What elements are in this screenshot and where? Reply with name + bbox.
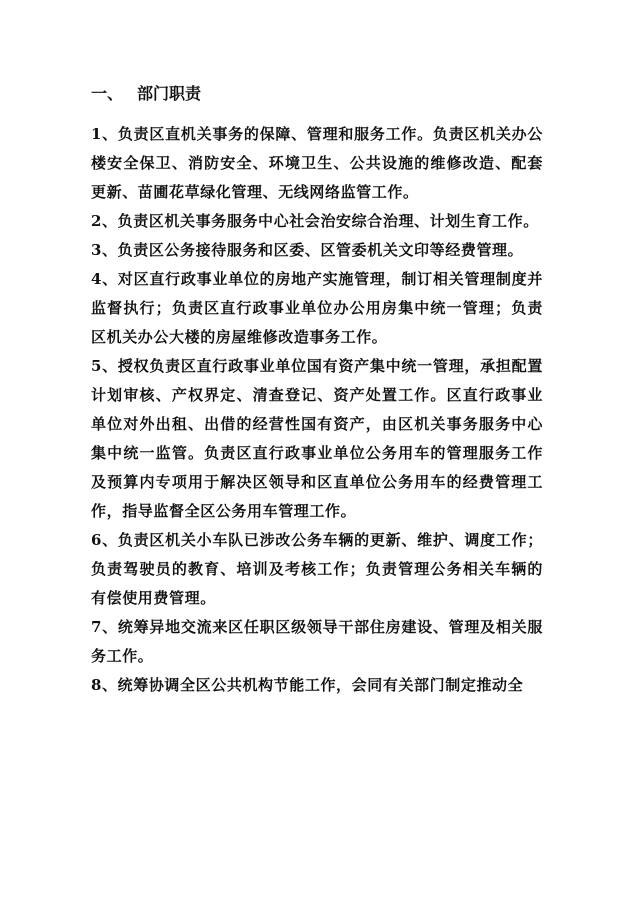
duty-paragraph-5: 5、授权负责区直行政事业单位国有资产集中统一管理，承担配置计划审核、产权界定、清查登记、资产处置工作。区直行政事业单位对外出租、出借的经营性国有资产，由区机关事务服务中心集中统一监管。负责区直行政事业单位公务用车的管理服务工作及预算内专项用于解决区领导和区直单位公务用车的经费管理工作，指导监督全区公务用车管理工作。 [91,357,543,520]
section-heading [91,83,201,105]
duty-list [91,120,543,700]
duty-paragraph-2: 2、负责区机关事务服务中心社会治安综合治理、计划生育工作。 [91,212,539,230]
section-title: 部门职责 [137,84,202,103]
duty-paragraph-8: 8、统筹协调全区公共机构节能工作，会同有关部门制定推动全 [91,676,524,694]
duty-paragraph-6: 6、负责区机关小车队已涉改公务车辆的更新、维护、调度工作；负责驾驶员的教育、培训及考核工作；负责管理公务相关车辆的有偿使用费管理。 [91,531,543,607]
duty-paragraph-7: 7、统筹异地交流来区任职区级领导干部住房建设、管理及相关服务工作。 [91,618,543,665]
section-number: 一、 [91,84,124,103]
duty-paragraph-3: 3、负责区公务接待服务和区委、区管委机关文印等经费管理。 [91,241,524,259]
duty-paragraph-1: 1、负责区直机关事务的保障、管理和服务工作。负责区机关办公楼安全保卫、消防安全、环境卫生、公共设施的维修改造、配套更新、苗圃花草绿化管理、无线网络监管工作。 [91,125,543,201]
duty-paragraph-4: 4、对区直行政事业单位的房地产实施管理，制订相关管理制度并监督执行；负责区直行政事业单位办公用房集中统一管理；负责区机关办公大楼的房屋维修改造事务工作。 [91,270,543,346]
